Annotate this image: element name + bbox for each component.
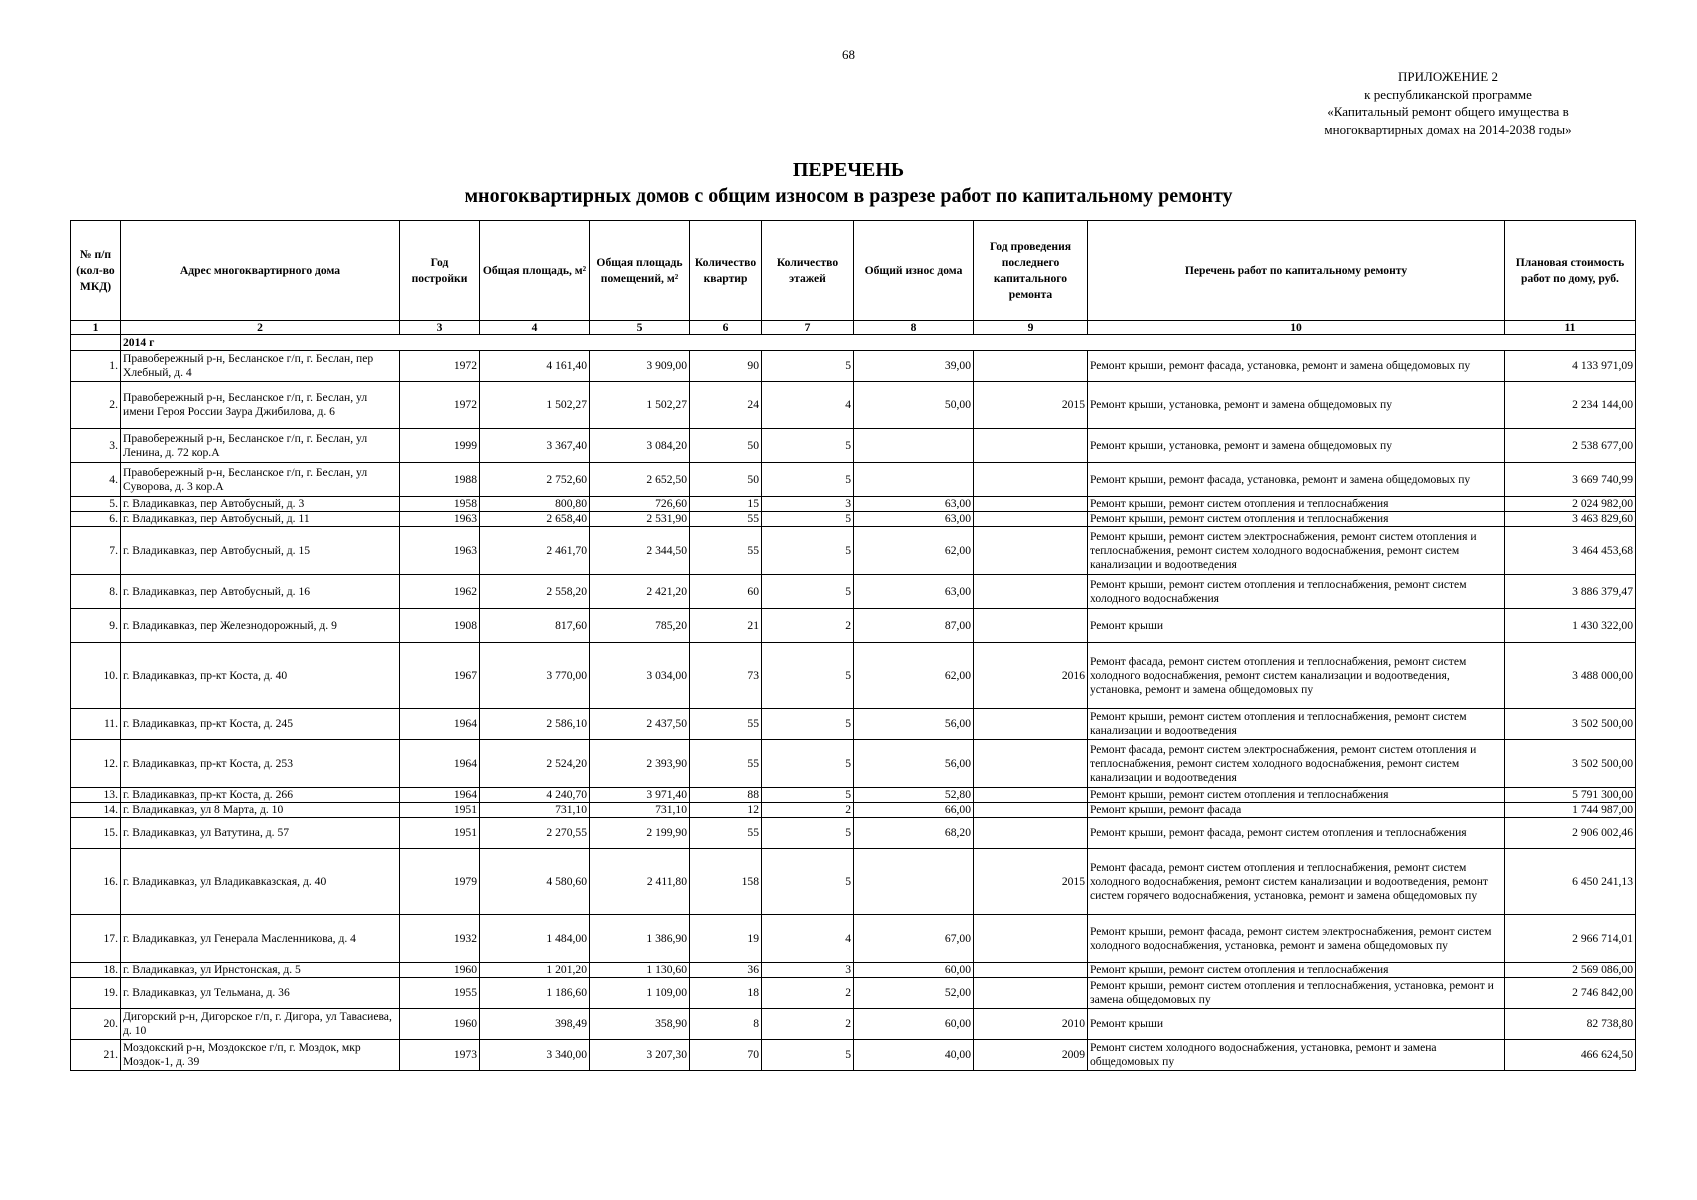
apartments-cell: 50 bbox=[690, 429, 762, 463]
build-year-cell: 1972 bbox=[400, 382, 480, 429]
row-number-cell: 21. bbox=[71, 1040, 121, 1071]
table-row bbox=[71, 497, 1636, 512]
planned-cost-cell: 466 624,50 bbox=[1505, 1040, 1636, 1071]
floors-cell: 3 bbox=[762, 963, 854, 978]
floors-cell: 4 bbox=[762, 382, 854, 429]
total-area-cell: 1 186,60 bbox=[480, 978, 590, 1009]
last-repair-year-cell bbox=[974, 527, 1088, 575]
row-number-cell: 4. bbox=[71, 463, 121, 497]
planned-cost-cell: 6 450 241,13 bbox=[1505, 849, 1636, 915]
last-repair-year-cell: 2010 bbox=[974, 1009, 1088, 1040]
column-index: 7 bbox=[762, 321, 854, 335]
premises-area-cell: 3 207,30 bbox=[590, 1040, 690, 1071]
works-list-cell: Ремонт систем холодного водоснабжения, установка, ремонт и замена общедомовых пу bbox=[1088, 1040, 1505, 1071]
table-row bbox=[71, 978, 1636, 1009]
column-header: Общая площадь помещений, м² bbox=[590, 221, 690, 321]
appendix-line: «Капитальный ремонт общего имущества в bbox=[1327, 104, 1569, 119]
apartments-cell: 55 bbox=[690, 512, 762, 527]
column-index: 4 bbox=[480, 321, 590, 335]
last-repair-year-cell bbox=[974, 788, 1088, 803]
column-index: 5 bbox=[590, 321, 690, 335]
address-cell: Дигорский р-н, Дигорское г/п, г. Дигора, ул Тавасиева, д. 10 bbox=[121, 1009, 400, 1040]
premises-area-cell: 2 393,90 bbox=[590, 740, 690, 788]
address-cell: г. Владикавказ, пр-кт Коста, д. 253 bbox=[121, 740, 400, 788]
last-repair-year-cell bbox=[974, 963, 1088, 978]
wear-cell bbox=[854, 429, 974, 463]
table-row bbox=[71, 512, 1636, 527]
row-number-cell: 9. bbox=[71, 609, 121, 643]
premises-area-cell: 731,10 bbox=[590, 803, 690, 818]
build-year-cell: 1962 bbox=[400, 575, 480, 609]
total-area-cell: 1 484,00 bbox=[480, 915, 590, 963]
last-repair-year-cell bbox=[974, 512, 1088, 527]
wear-cell: 66,00 bbox=[854, 803, 974, 818]
apartments-cell: 90 bbox=[690, 351, 762, 382]
table-row bbox=[71, 915, 1636, 963]
total-area-cell: 2 558,20 bbox=[480, 575, 590, 609]
address-cell: г. Владикавказ, ул Генерала Масленникова, д. 4 bbox=[121, 915, 400, 963]
apartments-cell: 70 bbox=[690, 1040, 762, 1071]
address-cell: г. Владикавказ, ул Тельмана, д. 36 bbox=[121, 978, 400, 1009]
row-number-cell: 8. bbox=[71, 575, 121, 609]
column-header: Общий износ дома bbox=[854, 221, 974, 321]
table-row bbox=[71, 429, 1636, 463]
appendix-block bbox=[1198, 68, 1697, 138]
build-year-cell: 1964 bbox=[400, 740, 480, 788]
floors-cell: 5 bbox=[762, 818, 854, 849]
floors-cell: 5 bbox=[762, 709, 854, 740]
year-group-row bbox=[71, 335, 1636, 351]
total-area-cell: 4 580,60 bbox=[480, 849, 590, 915]
apartments-cell: 8 bbox=[690, 1009, 762, 1040]
row-number-cell: 14. bbox=[71, 803, 121, 818]
floors-cell: 4 bbox=[762, 915, 854, 963]
premises-area-cell: 2 421,20 bbox=[590, 575, 690, 609]
wear-cell: 40,00 bbox=[854, 1040, 974, 1071]
total-area-cell: 2 524,20 bbox=[480, 740, 590, 788]
premises-area-cell: 3 084,20 bbox=[590, 429, 690, 463]
column-index-row bbox=[71, 321, 1636, 335]
address-cell: г. Владикавказ, ул Ирнстонская, д. 5 bbox=[121, 963, 400, 978]
planned-cost-cell: 3 502 500,00 bbox=[1505, 740, 1636, 788]
table-row bbox=[71, 643, 1636, 709]
floors-cell: 2 bbox=[762, 609, 854, 643]
row-number-cell: 13. bbox=[71, 788, 121, 803]
row-number-cell: 7. bbox=[71, 527, 121, 575]
build-year-cell: 1908 bbox=[400, 609, 480, 643]
floors-cell: 5 bbox=[762, 740, 854, 788]
planned-cost-cell: 3 502 500,00 bbox=[1505, 709, 1636, 740]
floors-cell: 2 bbox=[762, 803, 854, 818]
planned-cost-cell: 1 744 987,00 bbox=[1505, 803, 1636, 818]
floors-cell: 2 bbox=[762, 978, 854, 1009]
last-repair-year-cell bbox=[974, 915, 1088, 963]
wear-cell: 56,00 bbox=[854, 740, 974, 788]
table-row bbox=[71, 351, 1636, 382]
address-cell: г. Владикавказ, пер Автобусный, д. 16 bbox=[121, 575, 400, 609]
premises-area-cell: 1 502,27 bbox=[590, 382, 690, 429]
table-row bbox=[71, 575, 1636, 609]
table-header-row bbox=[71, 221, 1636, 321]
wear-cell: 50,00 bbox=[854, 382, 974, 429]
column-index: 8 bbox=[854, 321, 974, 335]
wear-cell: 87,00 bbox=[854, 609, 974, 643]
build-year-cell: 1955 bbox=[400, 978, 480, 1009]
table-row bbox=[71, 609, 1636, 643]
apartments-cell: 36 bbox=[690, 963, 762, 978]
works-list-cell: Ремонт крыши, ремонт фасада, ремонт систем отопления и теплоснабжения bbox=[1088, 818, 1505, 849]
wear-cell: 68,20 bbox=[854, 818, 974, 849]
address-cell: г. Владикавказ, пер Железнодорожный, д. 9 bbox=[121, 609, 400, 643]
planned-cost-cell: 3 488 000,00 bbox=[1505, 643, 1636, 709]
last-repair-year-cell: 2016 bbox=[974, 643, 1088, 709]
last-repair-year-cell bbox=[974, 740, 1088, 788]
floors-cell: 5 bbox=[762, 788, 854, 803]
row-number-cell: 6. bbox=[71, 512, 121, 527]
column-index: 1 bbox=[71, 321, 121, 335]
column-header: Перечень работ по капитальному ремонту bbox=[1088, 221, 1505, 321]
address-cell: г. Владикавказ, ул Владикавказская, д. 40 bbox=[121, 849, 400, 915]
wear-cell bbox=[854, 463, 974, 497]
works-list-cell: Ремонт фасада, ремонт систем электроснабжения, ремонт систем отопления и теплоснабжения, ремонт систем холодного водоснабжения, ремонт систем канализации и водоотведения bbox=[1088, 740, 1505, 788]
floors-cell: 5 bbox=[762, 849, 854, 915]
works-list-cell: Ремонт крыши, ремонт систем отопления и теплоснабжения, ремонт систем холодного водоснабжения bbox=[1088, 575, 1505, 609]
build-year-cell: 1958 bbox=[400, 497, 480, 512]
floors-cell: 5 bbox=[762, 1040, 854, 1071]
total-area-cell: 2 586,10 bbox=[480, 709, 590, 740]
appendix-line: к республиканской программе bbox=[1364, 86, 1532, 102]
build-year-cell: 1960 bbox=[400, 1009, 480, 1040]
page-number: 68 bbox=[842, 47, 855, 62]
last-repair-year-cell bbox=[974, 575, 1088, 609]
last-repair-year-cell bbox=[974, 497, 1088, 512]
wear-cell: 67,00 bbox=[854, 915, 974, 963]
build-year-cell: 1973 bbox=[400, 1040, 480, 1071]
works-list-cell: Ремонт крыши, установка, ремонт и замена общедомовых пу bbox=[1088, 382, 1505, 429]
planned-cost-cell: 82 738,80 bbox=[1505, 1009, 1636, 1040]
works-list-cell: Ремонт крыши, установка, ремонт и замена общедомовых пу bbox=[1088, 429, 1505, 463]
table-row bbox=[71, 818, 1636, 849]
premises-area-cell: 1 130,60 bbox=[590, 963, 690, 978]
table-row bbox=[71, 527, 1636, 575]
table-row bbox=[71, 740, 1636, 788]
last-repair-year-cell bbox=[974, 709, 1088, 740]
build-year-cell: 1964 bbox=[400, 709, 480, 740]
apartments-cell: 73 bbox=[690, 643, 762, 709]
last-repair-year-cell bbox=[974, 463, 1088, 497]
planned-cost-cell: 2 746 842,00 bbox=[1505, 978, 1636, 1009]
last-repair-year-cell bbox=[974, 803, 1088, 818]
floors-cell: 5 bbox=[762, 527, 854, 575]
row-number-cell: 16. bbox=[71, 849, 121, 915]
build-year-cell: 1932 bbox=[400, 915, 480, 963]
apartments-cell: 158 bbox=[690, 849, 762, 915]
table-row bbox=[71, 463, 1636, 497]
apartments-cell: 60 bbox=[690, 575, 762, 609]
last-repair-year-cell: 2015 bbox=[974, 849, 1088, 915]
build-year-cell: 1972 bbox=[400, 351, 480, 382]
planned-cost-cell: 3 463 829,60 bbox=[1505, 512, 1636, 527]
apartments-cell: 21 bbox=[690, 609, 762, 643]
apartments-cell: 15 bbox=[690, 497, 762, 512]
row-number-cell: 1. bbox=[71, 351, 121, 382]
table-row bbox=[71, 382, 1636, 429]
premises-area-cell: 726,60 bbox=[590, 497, 690, 512]
row-number-cell: 15. bbox=[71, 818, 121, 849]
address-cell: Правобережный р-н, Бесланское г/п, г. Беслан, пер Хлебный, д. 4 bbox=[121, 351, 400, 382]
apartments-cell: 55 bbox=[690, 740, 762, 788]
column-header: Год проведения последнего капитального ремонта bbox=[974, 221, 1088, 321]
address-cell: г. Владикавказ, пр-кт Коста, д. 266 bbox=[121, 788, 400, 803]
address-cell: Правобережный р-н, Бесланское г/п, г. Беслан, ул Ленина, д. 72 кор.А bbox=[121, 429, 400, 463]
planned-cost-cell: 2 024 982,00 bbox=[1505, 497, 1636, 512]
last-repair-year-cell bbox=[974, 429, 1088, 463]
document-subtitle: многоквартирных домов с общим износом в разрезе работ по капитальному ремонту bbox=[464, 185, 1233, 207]
floors-cell: 5 bbox=[762, 512, 854, 527]
column-index: 10 bbox=[1088, 321, 1505, 335]
address-cell: Моздокский р-н, Моздокское г/п, г. Моздок, мкр Моздок-1, д. 39 bbox=[121, 1040, 400, 1071]
works-list-cell: Ремонт крыши bbox=[1088, 1009, 1505, 1040]
total-area-cell: 800,80 bbox=[480, 497, 590, 512]
total-area-cell: 2 752,60 bbox=[480, 463, 590, 497]
appendix-line: ПРИЛОЖЕНИЕ 2 bbox=[1398, 69, 1498, 84]
works-list-cell: Ремонт крыши, ремонт фасада, установка, ремонт и замена общедомовых пу bbox=[1088, 463, 1505, 497]
planned-cost-cell: 1 430 322,00 bbox=[1505, 609, 1636, 643]
build-year-cell: 1999 bbox=[400, 429, 480, 463]
last-repair-year-cell: 2009 bbox=[974, 1040, 1088, 1071]
works-list-cell: Ремонт фасада, ремонт систем отопления и теплоснабжения, ремонт систем холодного водоснабжения, ремонт систем канализации и водоотведения, ремонт систем горячего водоснабжения, установка, ремонт и замена общедомовых пу bbox=[1088, 849, 1505, 915]
last-repair-year-cell bbox=[974, 351, 1088, 382]
planned-cost-cell: 3 464 453,68 bbox=[1505, 527, 1636, 575]
planned-cost-cell: 2 569 086,00 bbox=[1505, 963, 1636, 978]
build-year-cell: 1988 bbox=[400, 463, 480, 497]
premises-area-cell: 2 344,50 bbox=[590, 527, 690, 575]
total-area-cell: 2 658,40 bbox=[480, 512, 590, 527]
wear-cell: 60,00 bbox=[854, 1009, 974, 1040]
last-repair-year-cell bbox=[974, 818, 1088, 849]
apartments-cell: 18 bbox=[690, 978, 762, 1009]
column-header: Плановая стоимость работ по дому, руб. bbox=[1505, 221, 1636, 321]
column-index: 11 bbox=[1505, 321, 1636, 335]
table-row bbox=[71, 1009, 1636, 1040]
floors-cell: 2 bbox=[762, 1009, 854, 1040]
premises-area-cell: 3 909,00 bbox=[590, 351, 690, 382]
table-row bbox=[71, 963, 1636, 978]
column-header: Год постройки bbox=[400, 221, 480, 321]
works-list-cell: Ремонт крыши, ремонт систем отопления и теплоснабжения, ремонт систем канализации и водоотведения bbox=[1088, 709, 1505, 740]
wear-cell: 52,00 bbox=[854, 978, 974, 1009]
planned-cost-cell: 4 133 971,09 bbox=[1505, 351, 1636, 382]
wear-cell: 62,00 bbox=[854, 527, 974, 575]
total-area-cell: 398,49 bbox=[480, 1009, 590, 1040]
row-number-cell: 19. bbox=[71, 978, 121, 1009]
row-number-cell: 2. bbox=[71, 382, 121, 429]
works-list-cell: Ремонт крыши, ремонт систем отопления и теплоснабжения bbox=[1088, 788, 1505, 803]
total-area-cell: 3 367,40 bbox=[480, 429, 590, 463]
apartments-cell: 55 bbox=[690, 709, 762, 740]
premises-area-cell: 3 971,40 bbox=[590, 788, 690, 803]
build-year-cell: 1963 bbox=[400, 512, 480, 527]
address-cell: г. Владикавказ, пер Автобусный, д. 15 bbox=[121, 527, 400, 575]
column-header: Количество этажей bbox=[762, 221, 854, 321]
total-area-cell: 3 340,00 bbox=[480, 1040, 590, 1071]
table-row bbox=[71, 709, 1636, 740]
total-area-cell: 817,60 bbox=[480, 609, 590, 643]
works-list-cell: Ремонт крыши, ремонт систем отопления и теплоснабжения bbox=[1088, 512, 1505, 527]
buildings-table bbox=[70, 220, 1636, 1071]
apartments-cell: 12 bbox=[690, 803, 762, 818]
year-label: 2014 г bbox=[121, 335, 1636, 351]
works-list-cell: Ремонт крыши, ремонт фасада, установка, ремонт и замена общедомовых пу bbox=[1088, 351, 1505, 382]
premises-area-cell: 785,20 bbox=[590, 609, 690, 643]
wear-cell: 56,00 bbox=[854, 709, 974, 740]
column-index: 9 bbox=[974, 321, 1088, 335]
wear-cell: 39,00 bbox=[854, 351, 974, 382]
row-number-cell: 5. bbox=[71, 497, 121, 512]
premises-area-cell: 2 437,50 bbox=[590, 709, 690, 740]
row-number-cell: 3. bbox=[71, 429, 121, 463]
address-cell: Правобережный р-н, Бесланское г/п, г. Беслан, ул Суворова, д. 3 кор.А bbox=[121, 463, 400, 497]
floors-cell: 5 bbox=[762, 575, 854, 609]
build-year-cell: 1979 bbox=[400, 849, 480, 915]
wear-cell: 63,00 bbox=[854, 575, 974, 609]
address-cell: г. Владикавказ, пер Автобусный, д. 3 bbox=[121, 497, 400, 512]
works-list-cell: Ремонт крыши, ремонт фасада bbox=[1088, 803, 1505, 818]
wear-cell: 52,80 bbox=[854, 788, 974, 803]
last-repair-year-cell: 2015 bbox=[974, 382, 1088, 429]
planned-cost-cell: 2 234 144,00 bbox=[1505, 382, 1636, 429]
floors-cell: 3 bbox=[762, 497, 854, 512]
row-number-cell: 18. bbox=[71, 963, 121, 978]
apartments-cell: 55 bbox=[690, 527, 762, 575]
total-area-cell: 1 201,20 bbox=[480, 963, 590, 978]
last-repair-year-cell bbox=[974, 978, 1088, 1009]
address-cell: г. Владикавказ, пр-кт Коста, д. 245 bbox=[121, 709, 400, 740]
column-header: № п/п (кол-во МКД) bbox=[71, 221, 121, 321]
planned-cost-cell: 2 538 677,00 bbox=[1505, 429, 1636, 463]
build-year-cell: 1967 bbox=[400, 643, 480, 709]
works-list-cell: Ремонт крыши, ремонт систем отопления и теплоснабжения bbox=[1088, 963, 1505, 978]
premises-area-cell: 2 652,50 bbox=[590, 463, 690, 497]
premises-area-cell: 2 531,90 bbox=[590, 512, 690, 527]
total-area-cell: 3 770,00 bbox=[480, 643, 590, 709]
floors-cell: 5 bbox=[762, 463, 854, 497]
column-index: 3 bbox=[400, 321, 480, 335]
apartments-cell: 55 bbox=[690, 818, 762, 849]
address-cell: г. Владикавказ, пр-кт Коста, д. 40 bbox=[121, 643, 400, 709]
apartments-cell: 88 bbox=[690, 788, 762, 803]
planned-cost-cell: 3 669 740,99 bbox=[1505, 463, 1636, 497]
total-area-cell: 2 461,70 bbox=[480, 527, 590, 575]
floors-cell: 5 bbox=[762, 429, 854, 463]
wear-cell: 63,00 bbox=[854, 497, 974, 512]
planned-cost-cell: 2 966 714,01 bbox=[1505, 915, 1636, 963]
premises-area-cell: 358,90 bbox=[590, 1009, 690, 1040]
planned-cost-cell: 2 906 002,46 bbox=[1505, 818, 1636, 849]
address-cell: Правобережный р-н, Бесланское г/п, г. Беслан, ул имени Героя России Заура Джибилова, д. 6 bbox=[121, 382, 400, 429]
total-area-cell: 2 270,55 bbox=[480, 818, 590, 849]
planned-cost-cell: 3 886 379,47 bbox=[1505, 575, 1636, 609]
floors-cell: 5 bbox=[762, 643, 854, 709]
address-cell: г. Владикавказ, пер Автобусный, д. 11 bbox=[121, 512, 400, 527]
build-year-cell: 1963 bbox=[400, 527, 480, 575]
appendix-line: многоквартирных домах на 2014-2038 годы» bbox=[1324, 121, 1572, 137]
address-cell: г. Владикавказ, ул 8 Марта, д. 10 bbox=[121, 803, 400, 818]
build-year-cell: 1951 bbox=[400, 818, 480, 849]
last-repair-year-cell bbox=[974, 609, 1088, 643]
floors-cell: 5 bbox=[762, 351, 854, 382]
works-list-cell: Ремонт крыши, ремонт систем электроснабжения, ремонт систем отопления и теплоснабжения, ремонт систем холодного водоснабжения, ремонт систем канализации и водоотведения bbox=[1088, 527, 1505, 575]
row-number-cell: 10. bbox=[71, 643, 121, 709]
table-row bbox=[71, 1040, 1636, 1071]
works-list-cell: Ремонт фасада, ремонт систем отопления и теплоснабжения, ремонт систем холодного водоснабжения, ремонт систем канализации и водоотведения, установка, ремонт и замена общедомовых пу bbox=[1088, 643, 1505, 709]
table-row bbox=[71, 803, 1636, 818]
year-spacer-cell bbox=[71, 335, 121, 351]
premises-area-cell: 2 199,90 bbox=[590, 818, 690, 849]
total-area-cell: 4 240,70 bbox=[480, 788, 590, 803]
premises-area-cell: 1 109,00 bbox=[590, 978, 690, 1009]
table-row bbox=[71, 849, 1636, 915]
apartments-cell: 19 bbox=[690, 915, 762, 963]
column-index: 6 bbox=[690, 321, 762, 335]
total-area-cell: 731,10 bbox=[480, 803, 590, 818]
column-header: Общая площадь, м² bbox=[480, 221, 590, 321]
works-list-cell: Ремонт крыши, ремонт систем отопления и теплоснабжения bbox=[1088, 497, 1505, 512]
table-row bbox=[71, 788, 1636, 803]
row-number-cell: 11. bbox=[71, 709, 121, 740]
total-area-cell: 1 502,27 bbox=[480, 382, 590, 429]
build-year-cell: 1960 bbox=[400, 963, 480, 978]
column-header: Количество квартир bbox=[690, 221, 762, 321]
row-number-cell: 20. bbox=[71, 1009, 121, 1040]
row-number-cell: 17. bbox=[71, 915, 121, 963]
document-title: ПЕРЕЧЕНЬ bbox=[792, 159, 905, 181]
premises-area-cell: 3 034,00 bbox=[590, 643, 690, 709]
wear-cell: 62,00 bbox=[854, 643, 974, 709]
row-number-cell: 12. bbox=[71, 740, 121, 788]
apartments-cell: 24 bbox=[690, 382, 762, 429]
build-year-cell: 1964 bbox=[400, 788, 480, 803]
apartments-cell: 50 bbox=[690, 463, 762, 497]
wear-cell: 60,00 bbox=[854, 963, 974, 978]
column-header: Адрес многоквартирного дома bbox=[121, 221, 400, 321]
works-list-cell: Ремонт крыши bbox=[1088, 609, 1505, 643]
works-list-cell: Ремонт крыши, ремонт систем отопления и теплоснабжения, установка, ремонт и замена общедомовых пу bbox=[1088, 978, 1505, 1009]
address-cell: г. Владикавказ, ул Ватутина, д. 57 bbox=[121, 818, 400, 849]
total-area-cell: 4 161,40 bbox=[480, 351, 590, 382]
premises-area-cell: 1 386,90 bbox=[590, 915, 690, 963]
wear-cell bbox=[854, 849, 974, 915]
column-index: 2 bbox=[121, 321, 400, 335]
planned-cost-cell: 5 791 300,00 bbox=[1505, 788, 1636, 803]
works-list-cell: Ремонт крыши, ремонт фасада, ремонт систем электроснабжения, ремонт систем холодного водоснабжения, установка, ремонт и замена общедомовых пу bbox=[1088, 915, 1505, 963]
build-year-cell: 1951 bbox=[400, 803, 480, 818]
premises-area-cell: 2 411,80 bbox=[590, 849, 690, 915]
wear-cell: 63,00 bbox=[854, 512, 974, 527]
